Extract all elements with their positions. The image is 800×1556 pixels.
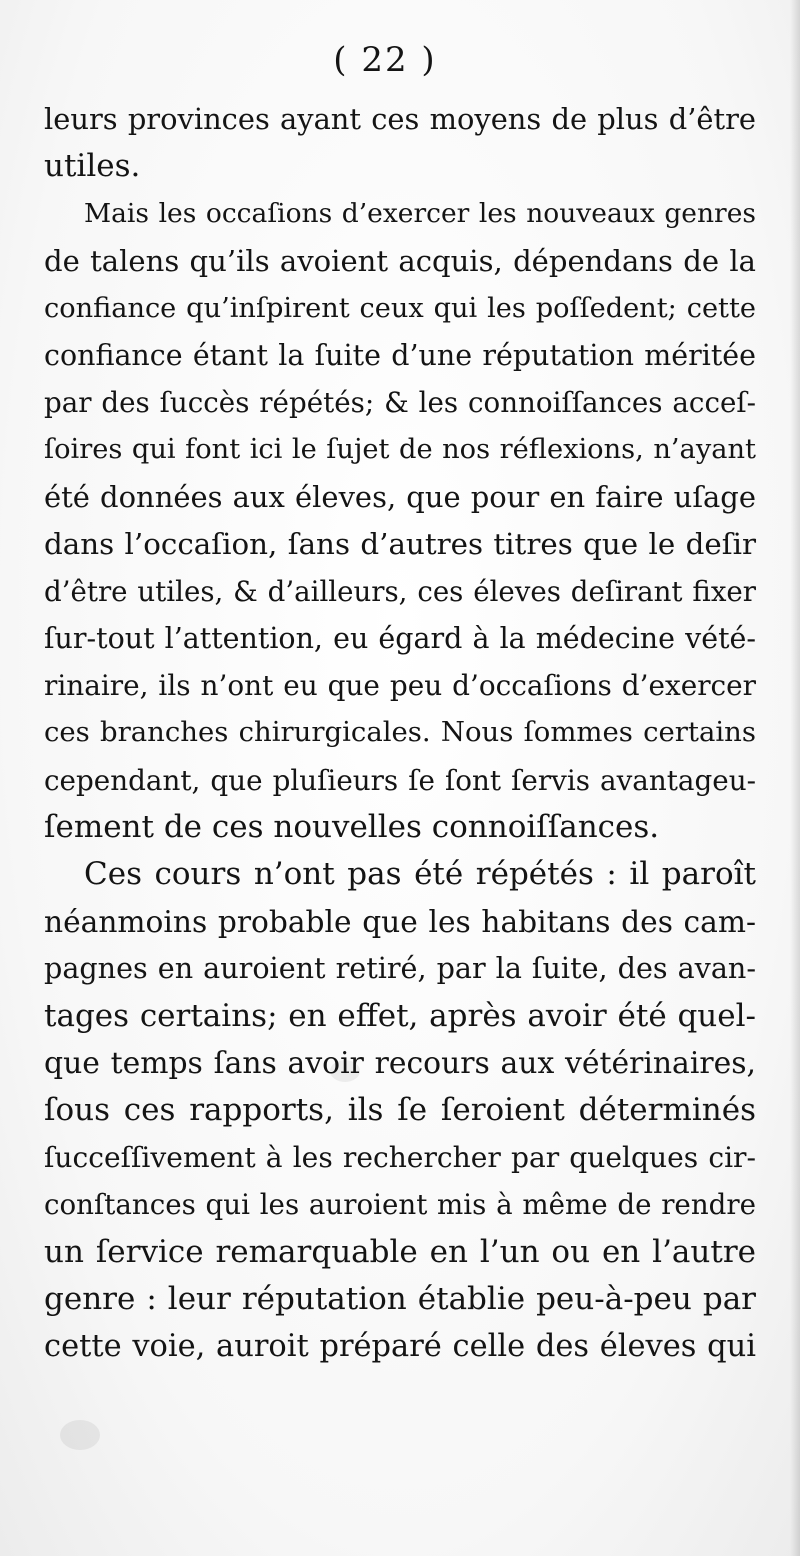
text-line: Ces cours n’ont pas été répétés : il paroît <box>84 856 756 892</box>
paper-stain <box>60 1420 100 1450</box>
page-edge-shadow <box>790 0 800 1556</box>
text-line: ſement de ces nouvelles connoiſſances. <box>44 808 660 845</box>
text-line: cependant, que pluſieurs ſe ſont ſervis avantageu- <box>44 763 756 797</box>
text-line: ſur-tout l’attention, eu égard à la médecine vété- <box>44 622 756 656</box>
text-line: ſous ces rapports, ils ſe ſeroient déterminés <box>44 1091 756 1128</box>
text-line: genre : leur réputation établie peu-à-peu par <box>44 1280 756 1317</box>
text-line: de talens qu’ils avoient acquis, dépendans de la <box>44 243 756 278</box>
text-line: cette voie, auroit préparé celle des éleves qui <box>44 1328 756 1364</box>
text-line: leurs provinces ayant ces moyens de plus d’être <box>44 102 756 136</box>
text-line: un ſervice remarquable en l’un ou en l’autre <box>44 1233 756 1270</box>
text-line: tages certains; en effet, après avoir été quel- <box>44 997 756 1034</box>
text-line: confiance étant la ſuite d’une réputation méritée <box>44 338 756 372</box>
text-line: utiles. <box>44 148 141 185</box>
text-line: dans l’occaſion, ſans d’autres titres que le deſir <box>44 526 756 561</box>
text-line: ſoires qui font ici le ſujet de nos réflexions, n’ayant <box>44 434 756 466</box>
body-text <box>44 96 756 1370</box>
text-line: confiance qu’inſpirent ceux qui les poſſedent; cette <box>44 292 756 324</box>
text-line: néanmoins probable que les habitans des cam- <box>44 904 756 940</box>
text-line: Mais les occaſions d’exercer les nouveaux genres <box>84 198 756 230</box>
text-line: rinaire, ils n’ont eu que peu d’occaſions d’exercer <box>44 669 756 703</box>
text-line: par des ſuccès répétés; & les connoiſſances acceſ- <box>44 386 756 420</box>
text-line: conſtances qui les auroient mis à même de rendre <box>44 1188 756 1222</box>
text-line: d’être utiles, & d’ailleurs, ces éleves deſirant fixer <box>44 574 756 608</box>
text-line: ces branches chirurgicales. Nous ſommes certains <box>44 716 756 749</box>
page-number: ( 22 ) <box>333 40 437 80</box>
text-line: ſucceſſivement à les rechercher par quelques cir- <box>44 1141 756 1175</box>
text-line: pagnes en auroient retiré, par la ſuite, des avan- <box>44 951 756 986</box>
text-line: que temps ſans avoir recours aux vétérinaires, <box>44 1045 756 1081</box>
text-line: été données aux éleves, que pour en faire uſage <box>44 479 756 514</box>
